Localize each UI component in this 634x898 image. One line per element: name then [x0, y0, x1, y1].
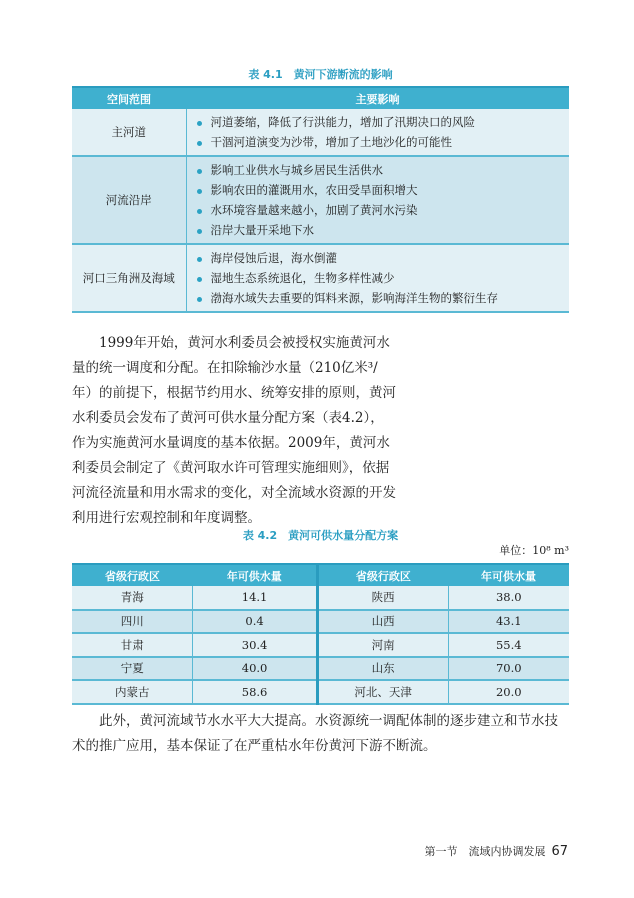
page-number: 67: [551, 844, 568, 859]
impact-item: 海岸侵蚀后退，海水倒灌: [197, 248, 570, 268]
impact-item: 水环境容量越来越小，加剧了黄河水污染: [197, 200, 570, 220]
water-volume-cell: 55.4: [448, 633, 569, 657]
province-cell: 甘肃: [72, 633, 193, 657]
water-volume-cell: 0.4: [193, 610, 317, 634]
impact-item: 影响工业供水与城乡居民生活供水: [197, 160, 570, 180]
impacts-cell: [186, 109, 569, 156]
table2-caption: 表 4.2 黄河可供水量分配方案: [242, 529, 399, 542]
page-footer: [424, 843, 568, 859]
table-row: [72, 156, 569, 244]
impact-item: 影响农田的灌溉用水，农田受旱面积增大: [197, 180, 570, 200]
province-cell: 山东: [317, 657, 448, 681]
area-cell: 河口三角洲及海域: [72, 244, 186, 312]
impact-item: 河道萎缩，降低了行洪能力，增加了汛期决口的风险: [197, 112, 570, 132]
water-volume-cell: 40.0: [193, 657, 317, 681]
table-row: [72, 586, 569, 610]
water-volume-cell: 14.1: [193, 586, 317, 610]
paragraph: 此外，黄河流域节水水平大大提高。水资源统一调配体制的逐步建立和节水技术的推广应用，基本保证了在严重枯水年份黄河下游不断流。: [72, 713, 558, 754]
water-volume-cell: 43.1: [448, 610, 569, 634]
table-row: [72, 244, 569, 312]
province-cell: 四川: [72, 610, 193, 634]
table1-header: 空间范围: [72, 87, 186, 109]
table1-header: 主要影响: [186, 87, 569, 109]
paragraph: 1999年开始，黄河水利委员会被授权实施黄河水量的统一调度和分配。在扣除输沙水量（210亿米³/年）的前提下，根据节约用水、统筹安排的原则，黄河水利委员会发布了黄河可供水量分配方案（表4.2），作为实施黄河水量调度的基本依据。2009年，黄河水利委员会制定了《黄河取水许可管理实施细则》，依据河流径流量和用水需求的变化，对全流域水资源的开发利用进行宏观控制和年度调整。: [72, 335, 396, 526]
province-cell: 河北、天津: [317, 680, 448, 704]
water-volume-cell: 70.0: [448, 657, 569, 681]
impact-item: 沿岸大量开采地下水: [197, 220, 570, 240]
table-row: [72, 657, 569, 681]
impact-item: 湿地生态系统退化，生物多样性减少: [197, 268, 570, 288]
table2-header: 年可供水量: [448, 564, 569, 586]
area-cell: 河流沿岸: [72, 156, 186, 244]
province-cell: 内蒙古: [72, 680, 193, 704]
water-volume-cell: 30.4: [193, 633, 317, 657]
table2: [72, 563, 569, 705]
table-row: [72, 610, 569, 634]
water-volume-cell: 20.0: [448, 680, 569, 704]
section-title: 第一节 流域内协调发展: [424, 845, 546, 858]
table2-header: 省级行政区: [317, 564, 448, 586]
water-volume-cell: 58.6: [193, 680, 317, 704]
water-volume-cell: 38.0: [448, 586, 569, 610]
province-cell: 青海: [72, 586, 193, 610]
table1: [72, 86, 569, 313]
province-cell: 陕西: [317, 586, 448, 610]
impacts-cell: [186, 244, 569, 312]
table-row: [72, 680, 569, 704]
table1-caption: 表 4.1 黄河下游断流的影响: [248, 68, 393, 81]
province-cell: 山西: [317, 610, 448, 634]
table2-header: 年可供水量: [193, 564, 317, 586]
area-cell: 主河道: [72, 109, 186, 156]
table-row: [72, 109, 569, 156]
province-cell: 宁夏: [72, 657, 193, 681]
province-cell: 河南: [317, 633, 448, 657]
unit-label: 单位：10⁸ m³: [499, 544, 569, 557]
table2-header: 省级行政区: [72, 564, 193, 586]
impacts-cell: [186, 156, 569, 244]
table-row: [72, 633, 569, 657]
impact-item: 渤海水域失去重要的饵料来源，影响海洋生物的繁衍生存: [197, 288, 570, 308]
impact-item: 干涸河道演变为沙带，增加了土地沙化的可能性: [197, 132, 570, 152]
